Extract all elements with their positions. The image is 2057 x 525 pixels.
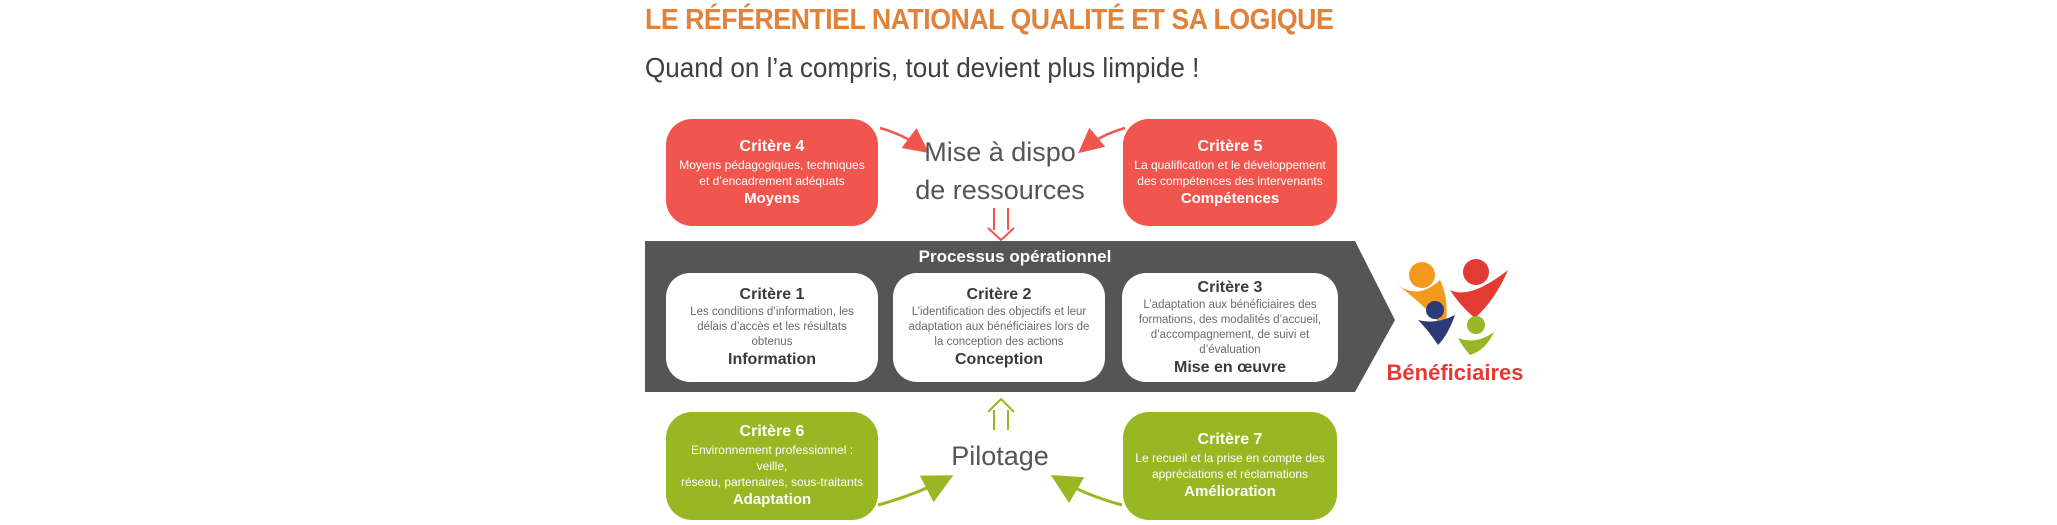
ressources-line2: de ressources (915, 175, 1085, 205)
ressources-line1: Mise à dispo (924, 137, 1076, 167)
critere-6-desc-2: réseau, partenaires, sous-traitants (680, 475, 864, 489)
arrow-c6-to-pilotage (878, 478, 948, 505)
processus-title: Processus opérationnel (918, 247, 1112, 266)
critere-2-title: Critère 2 (966, 286, 1032, 303)
critere-1-desc-2: délais d’accès et les résultats obtenus (697, 321, 847, 348)
critere-1-label: Information (728, 351, 816, 368)
critere-7-card (1123, 412, 1337, 520)
critere-4-desc-2: et d’encadrement adéquats (699, 173, 845, 188)
critere-3-label: Mise en œuvre (1173, 358, 1287, 376)
critere-5-label: Compétences (1180, 189, 1280, 207)
arrow-ressources-down (988, 208, 1014, 240)
critere-2-desc-1: L’identification des objectifs et leur (911, 306, 1087, 318)
critere-3-desc-2: formations, des modalités d’accueil, (1138, 313, 1322, 326)
page-title: LE RÉFÉRENTIEL NATIONAL QUALITÉ ET SA LOGIQUE (645, 4, 1334, 36)
people-logo-icon (1398, 259, 1508, 355)
critere-1-title: Critère 1 (739, 286, 805, 303)
critere-2-desc-3: la conception des actions (934, 336, 1064, 348)
critere-3-desc-1: L’adaptation aux bénéficiaires des (1143, 298, 1317, 311)
critere-3-desc-3: d’accompagnement, de suivi et d’évaluation (1150, 328, 1310, 356)
critere-1-desc-1: Les conditions d’information, les (690, 306, 854, 318)
critere-5-card (1123, 119, 1337, 226)
page-subtitle: Quand on l’a compris, tout devient plus limpide ! (645, 52, 1200, 83)
critere-6-title: Critère 6 (739, 423, 805, 440)
critere-3-card (1122, 273, 1338, 382)
critere-6-card (666, 412, 878, 520)
beneficiaires-label: Bénéficiaires (1386, 360, 1524, 385)
critere-4-title: Critère 4 (739, 137, 805, 155)
critere-4-desc-1: Moyens pédagogiques, techniques (679, 157, 865, 172)
critere-7-label: Amélioration (1184, 483, 1276, 500)
critere-5-desc-2: des compétences des intervenants (1137, 173, 1323, 188)
critere-5-desc-1: La qualification et le développement (1134, 157, 1326, 172)
critere-7-desc-1: Le recueil et la prise en compte des (1135, 451, 1325, 465)
critere-6-desc-1: Environnement professionnel : veille, (690, 443, 854, 473)
critere-7-title: Critère 7 (1197, 431, 1263, 448)
critere-4-card (666, 119, 878, 226)
critere-2-label: Conception (955, 351, 1043, 368)
critere-5-title: Critère 5 (1197, 137, 1263, 155)
critere-2-desc-2: adaptation aux bénéficiaires lors de (908, 321, 1090, 333)
critere-2-card (893, 273, 1105, 382)
critere-7-desc-2: appréciations et réclamations (1151, 467, 1309, 481)
arrow-pilotage-up (988, 399, 1014, 430)
critere-1-card (666, 273, 878, 382)
pilotage-hub: Pilotage (951, 441, 1049, 471)
arrow-c7-to-pilotage (1056, 478, 1122, 505)
critere-6-label: Adaptation (732, 491, 812, 508)
ressources-hub (900, 133, 1100, 209)
critere-3-title: Critère 3 (1197, 278, 1263, 296)
critere-4-label: Moyens (744, 189, 800, 207)
